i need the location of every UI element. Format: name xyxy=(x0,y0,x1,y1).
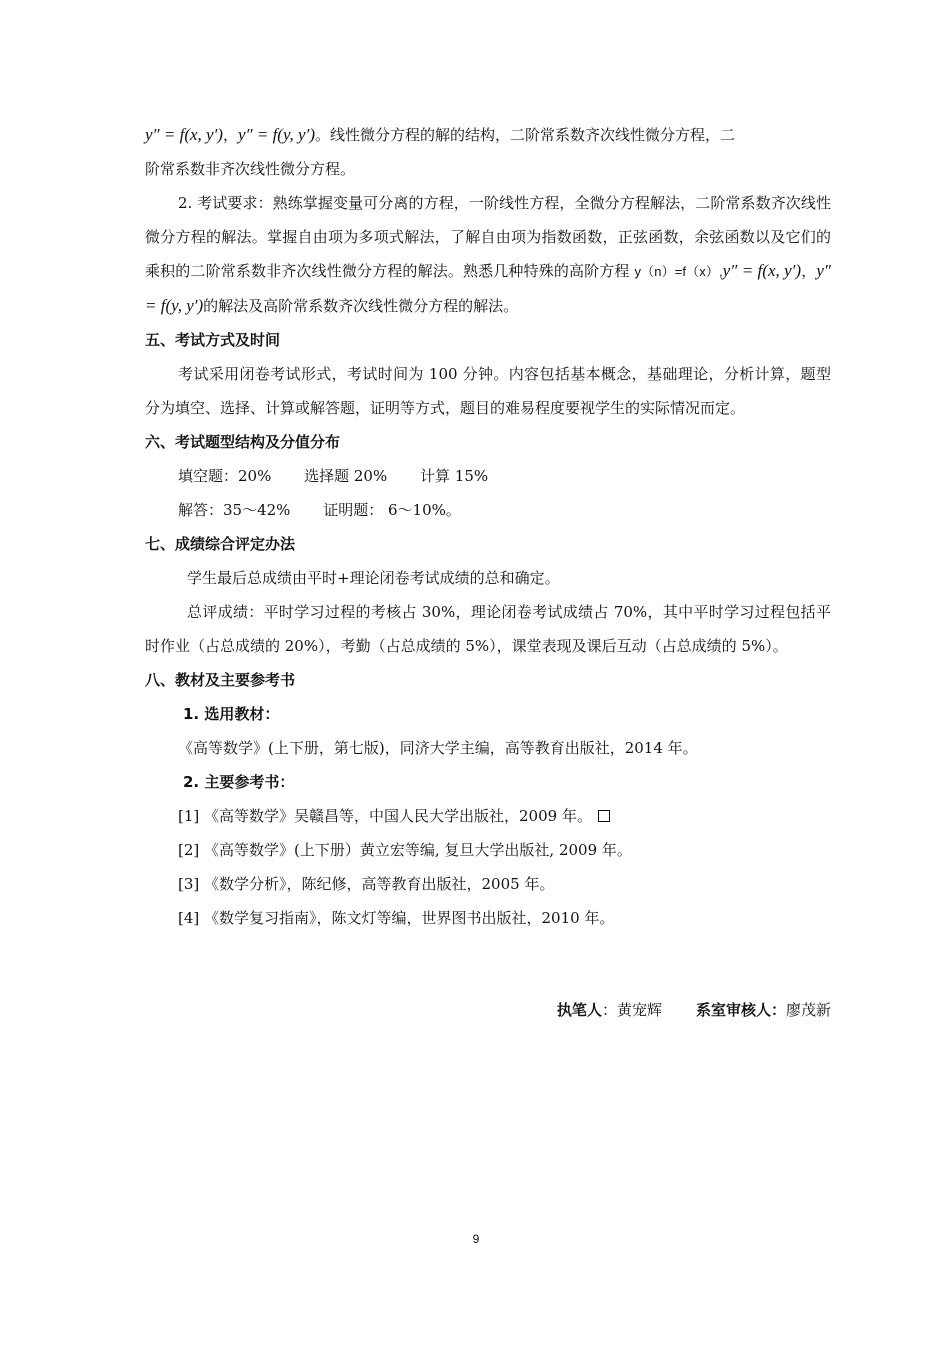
exam-requirements-paragraph xyxy=(145,186,831,323)
reference-text: [1] 《高等数学》吴赣昌等，中国人民大学出版社，2009 年。 xyxy=(178,807,592,825)
separator: ， xyxy=(222,126,238,144)
formula: y″ = f(y, y′) xyxy=(145,261,831,315)
score-item: 选择题 20% xyxy=(304,467,388,485)
paragraph-text: 。线性微分方程的解的结构，二阶常系数齐次线性微分方程，二 xyxy=(314,126,735,144)
formula: y″ = f(x, y′) xyxy=(145,125,223,144)
reference-item xyxy=(145,799,831,833)
reviewer-name: 廖茂新 xyxy=(785,1001,831,1019)
section-heading: 八、教材及主要参考书 xyxy=(145,671,296,689)
score-item: 证明题： 6～10%。 xyxy=(323,501,461,519)
author-separator: ： xyxy=(601,1001,617,1019)
reference-item: [3] 《数学分析》，陈纪修，高等教育出版社，2005 年。 xyxy=(178,875,555,893)
paragraph-text: 总评成绩：平时学习过程的考核占 30%，理论闭卷考试成绩占 70%，其中平时学习过程包括平时作业（占总成绩的 20%），考勤（占总成绩的 5%），课堂表现及课后互动（占总成绩的 5%）。 xyxy=(145,603,831,655)
subsection-heading: 1. 选用教材： xyxy=(183,705,280,723)
section4-continuation xyxy=(145,118,831,152)
formula-prefix: y（n）=f（x）, xyxy=(634,264,723,279)
section-heading: 六、考试题型结构及分值分布 xyxy=(145,433,341,451)
reviewer-label: 系室审核人： xyxy=(695,1001,786,1019)
separator: ， xyxy=(801,262,817,280)
author-label: 执笔人 xyxy=(556,1001,602,1019)
signature-line xyxy=(557,996,831,1024)
section-heading: 五、考试方式及时间 xyxy=(145,331,281,349)
paragraph-text: 2. 考试要求：熟练掌握变量可分离的方程，一阶线性方程，全微分方程解法，二阶常系数齐次线性微分方程的解法。掌握自由项为多项式解法，了解自由项为指数函数，正弦函数，余弦函数以及它们的乘积的二阶常系数非齐次线性微分方程的解法。熟悉几种特殊的高阶方程 xyxy=(145,194,831,280)
paragraph-text: 阶常系数非齐次线性微分方程。 xyxy=(145,160,356,178)
score-item: 解答：35～42% xyxy=(178,501,291,519)
textbook-entry: 《高等数学》(上下册，第七版)，同济大学主编，高等教育出版社，2014 年。 xyxy=(178,739,698,757)
score-distribution-row xyxy=(145,459,831,493)
author-name: 黄宠辉 xyxy=(616,1001,662,1019)
page-content xyxy=(145,118,831,935)
checkbox-square-icon xyxy=(598,810,610,822)
score-item: 填空题：20% xyxy=(178,467,272,485)
paragraph-text: 考试采用闭卷考试形式，考试时间为 100 分钟。内容包括基本概念，基础理论，分析计算，题型分为填空、选择、计算或解答题，证明等方式，题目的难易程度要视学生的实际情况而定。 xyxy=(145,365,831,417)
subsection-heading: 2. 主要参考书： xyxy=(183,773,295,791)
score-distribution-row xyxy=(145,493,831,527)
score-item: 计算 15% xyxy=(420,467,489,485)
reference-item: [4] 《数学复习指南》，陈文灯等编，世界图书出版社，2010 年。 xyxy=(178,909,615,927)
paragraph-text: 学生最后总成绩由平时+理论闭卷考试成绩的总和确定。 xyxy=(187,569,560,587)
page-number: 9 xyxy=(472,1232,480,1246)
section-heading: 七、成绩综合评定办法 xyxy=(145,535,296,553)
paragraph-text: 的解法及高阶常系数齐次线性微分方程的解法。 xyxy=(203,297,519,315)
formula: y″ = f(y, y′) xyxy=(237,125,315,144)
formula: y″ = f(x, y′) xyxy=(722,261,802,280)
reference-item: [2] 《高等数学》(上下册）黄立宏等编, 复旦大学出版社, 2009 年。 xyxy=(178,841,632,859)
